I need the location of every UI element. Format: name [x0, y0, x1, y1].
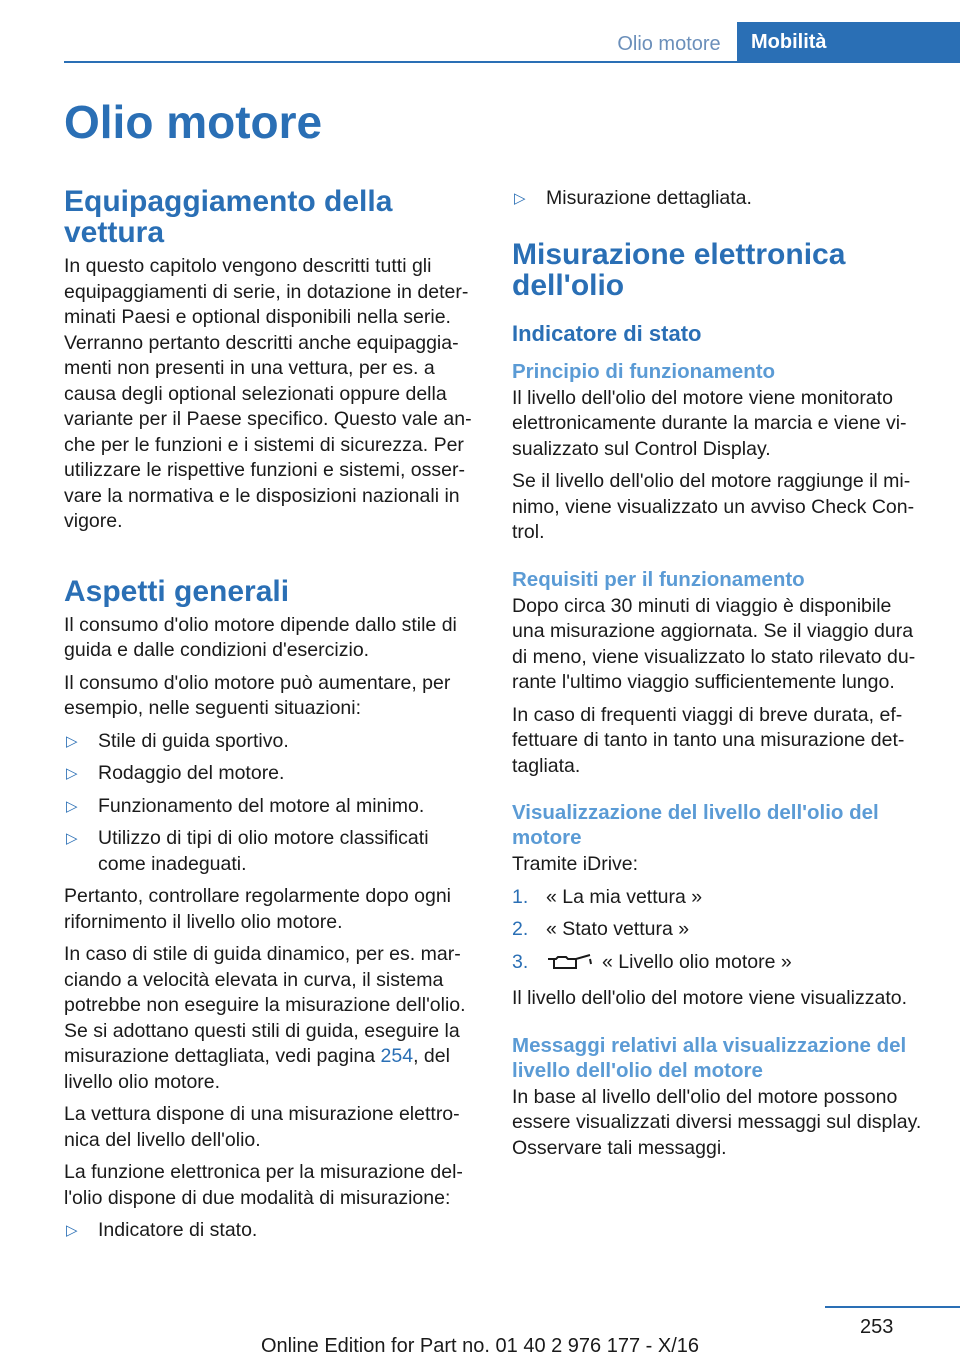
paragraph-displayed: Il livello dell'olio del motore viene visualizzato. [512, 987, 907, 1009]
heading-electronic: Misurazione elettronica dell'olio [512, 237, 846, 302]
paragraph-messages: In base al livello dell'olio del motore possono essere visualizzati diversi messaggi sul display. Osservare tali messaggi. [512, 1085, 922, 1159]
bullet-marker-icon: ▷ [514, 190, 526, 207]
oil-can-icon [546, 954, 594, 980]
edition-footer: Online Edition for Part no. 01 40 2 976 177 - X/16 [260, 1335, 700, 1357]
right-column [512, 186, 926, 1168]
situations-list [64, 729, 478, 878]
list-item: 1. « La mia vettura » [512, 885, 703, 908]
paragraph-check: Pertanto, controllare regolarmente dopo ogni rifornimento il livello olio motore. [64, 885, 451, 933]
paragraph-requirements-1: Dopo circa 30 minuti di viaggio è disponibile una misurazione aggiornata. Se il viaggio dura di meno, viene visualizzato lo stato rilevato durante l'ultimo viaggio sufficientemente lungo. [512, 594, 916, 693]
chapter-tab: Mobilità [737, 22, 960, 63]
paragraph-modes: La funzione elettronica per la misurazione dell'olio dispone di due modalità di misurazione: [64, 1161, 463, 1209]
paragraph-principle-1: Il livello dell'olio del motore viene monitorato elettronicamente durante la marcia e viene visualizzato sul Control Display. [512, 386, 907, 460]
list-item: ▷ Indicatore di stato. [64, 1218, 478, 1244]
heading-equipment: Equipaggiamento della vettura [64, 185, 393, 249]
heading-requirements: Requisiti per il funzionamento [512, 567, 805, 591]
bullet-marker-icon: ▷ [66, 830, 78, 847]
heading-principle: Principio di funzionamento [512, 359, 776, 383]
heading-display: Visualizzazione del livello dell'olio del motore [512, 801, 879, 849]
modes-list [64, 1218, 478, 1244]
left-column [64, 186, 478, 1251]
page-number: 253 [860, 1316, 894, 1338]
paragraph-general-2: Il consumo d'olio motore può aumentare, per esempio, nelle seguenti situazioni: [64, 671, 451, 719]
heading-status: Indicatore di stato [512, 320, 702, 346]
steps-list [512, 885, 926, 980]
list-item: ▷ Stile di guida sportivo. [64, 729, 478, 755]
paragraph-principle-2: Se il livello dell'olio del motore raggiunge il minimo, viene visualizzato un avviso Check Control. [512, 470, 915, 543]
list-item: ▷ Misurazione dettagliata. [512, 186, 926, 212]
bullet-marker-icon: ▷ [66, 732, 78, 750]
footer-rule [825, 1306, 960, 1308]
section-tab: Olio motore [617, 33, 721, 55]
list-item: ▷ Funzionamento del motore al minimo. [64, 794, 478, 820]
paragraph-dynamic: In caso di stile di guida dinamico, per es. marciando a velocità elevata in curva, il sistema potrebbe non eseguire la misurazione dell'olio. Se si adottano questi stili di guida, eseguire la misurazione dettagliata, vedi pagina 254, del livello olio motore. [64, 943, 466, 1093]
heading-messages: Messaggi relativi alla visualizzazione del livello dell'olio del motore [512, 1033, 907, 1082]
list-item: 3. « Livello olio motore » [512, 950, 926, 980]
bullet-marker-icon: ▷ [66, 1222, 78, 1239]
bullet-marker-icon: ▷ [66, 797, 78, 815]
paragraph-requirements-2: In caso di frequenti viaggi di breve durata, effettuare di tanto in tanto una misurazione dettagliata. [512, 703, 905, 777]
paragraph-equipment: In questo capitolo vengono descritti tutti gli equipaggiamenti di serie, in dotazione in determinati Paesi e optional disponibili nella serie. Verranno pertanto descritti anche equipaggiamenti non presenti in una vettura, per es. a causa degli optional selezionati oppure della variante per il Paese specifico. Questo vale anche per le funzioni e i sistemi di sicurezza. Per utilizzare le rispettive funzioni e sistemi, osservare la normativa e le disposizioni nazionali in vigore. [64, 255, 472, 532]
page-link[interactable]: 254 [380, 1045, 414, 1067]
header-rule [64, 61, 960, 63]
list-item: 2. « Stato vettura » [512, 918, 690, 940]
bullet-marker-icon: ▷ [66, 765, 78, 782]
modes-list-continued [512, 186, 926, 212]
heading-general: Aspetti generali [64, 574, 290, 608]
list-item: ▷ Utilizzo di tipi di olio motore classificati come inadeguati. [66, 827, 429, 875]
paragraph-electronic: La vettura dispone di una misurazione elettronica del livello dell'olio. [64, 1103, 460, 1151]
list-item: ▷ Rodaggio del motore. [64, 761, 478, 787]
paragraph-idrive: Tramite iDrive: [512, 853, 639, 875]
page-title: Olio motore [64, 96, 323, 148]
paragraph-general-1: Il consumo d'olio motore dipende dallo stile di guida e dalle condizioni d'esercizio. [64, 613, 457, 661]
